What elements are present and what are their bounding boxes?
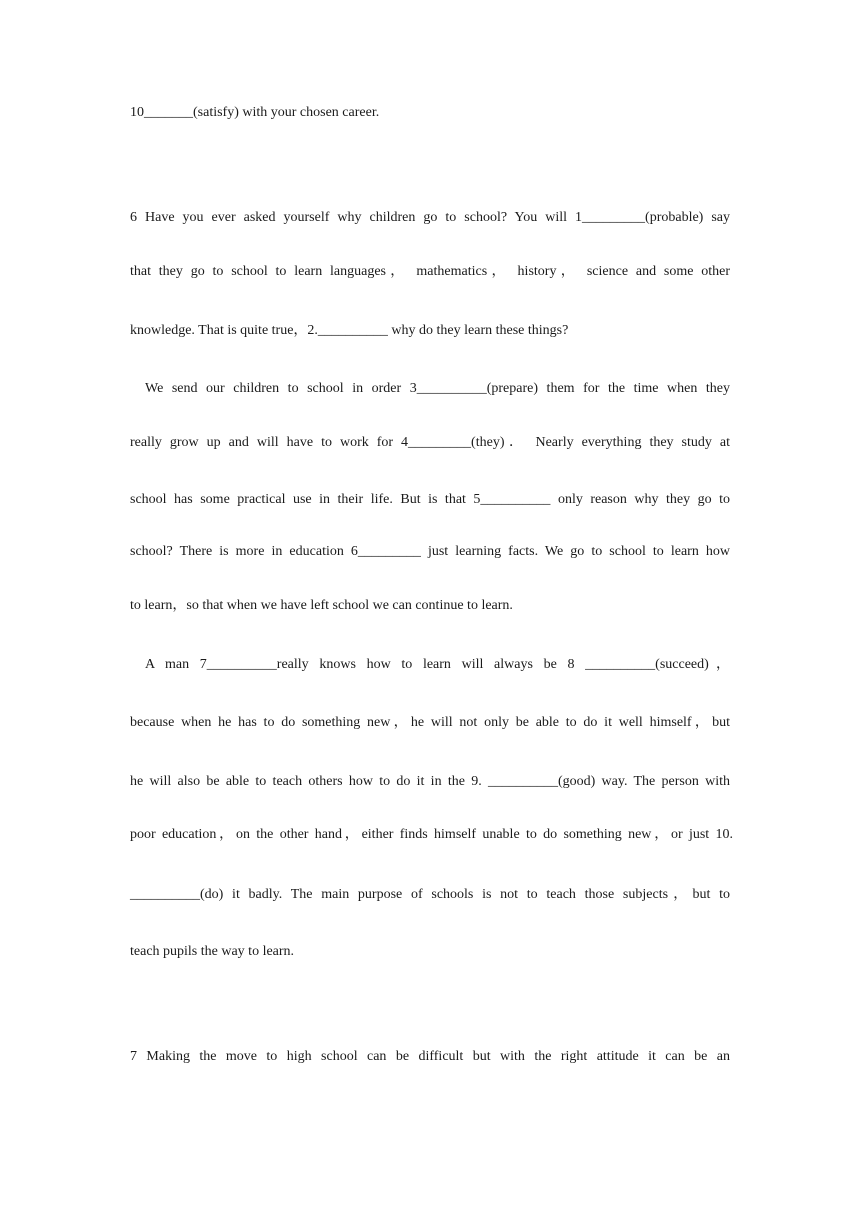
text-line-9: to learn，so that when we have left school we can continue to learn.	[130, 598, 513, 613]
text-line-1: 10_______(satisfy) with your chosen career.	[130, 105, 380, 120]
text-line-11: because when he has to do something new，he will not only be able to do it well himself，but	[130, 715, 730, 730]
text-line-2: 6 Have you ever asked yourself why children go to school? You will 1_________(probable) say	[130, 210, 730, 225]
text-line-6: really grow up and will have to work for 4_________(they)． Nearly everything they study at	[130, 435, 730, 450]
text-line-10: A man 7__________really knows how to learn will always be 8 __________(succeed)，	[145, 657, 730, 672]
text-line-12: he will also be able to teach others how to do it in the 9. __________(good) way. The person with	[130, 774, 730, 789]
text-line-3: that they go to school to learn languages， mathematics， history， science and some other	[130, 264, 730, 279]
text-line-8: school? There is more in education 6_________ just learning facts. We go to school to learn how	[130, 544, 730, 559]
text-line-14: __________(do) it badly. The main purpose of schools is not to teach those subjects，but to	[130, 887, 730, 902]
text-line-13: poor education，on the other hand，either finds himself unable to do something new，or just 10.	[130, 827, 733, 842]
text-line-15: teach pupils the way to learn.	[130, 944, 295, 959]
text-line-4: knowledge. That is quite true，2.__________ why do they learn these things?	[130, 323, 569, 338]
text-line-5: We send our children to school in order 3__________(prepare) them for the time when they	[145, 381, 730, 396]
text-line-7: school has some practical use in their life. But is that 5__________ only reason why they go to	[130, 492, 730, 507]
text-line-16: 7 Making the move to high school can be difficult but with the right attitude it can be an	[130, 1049, 730, 1064]
